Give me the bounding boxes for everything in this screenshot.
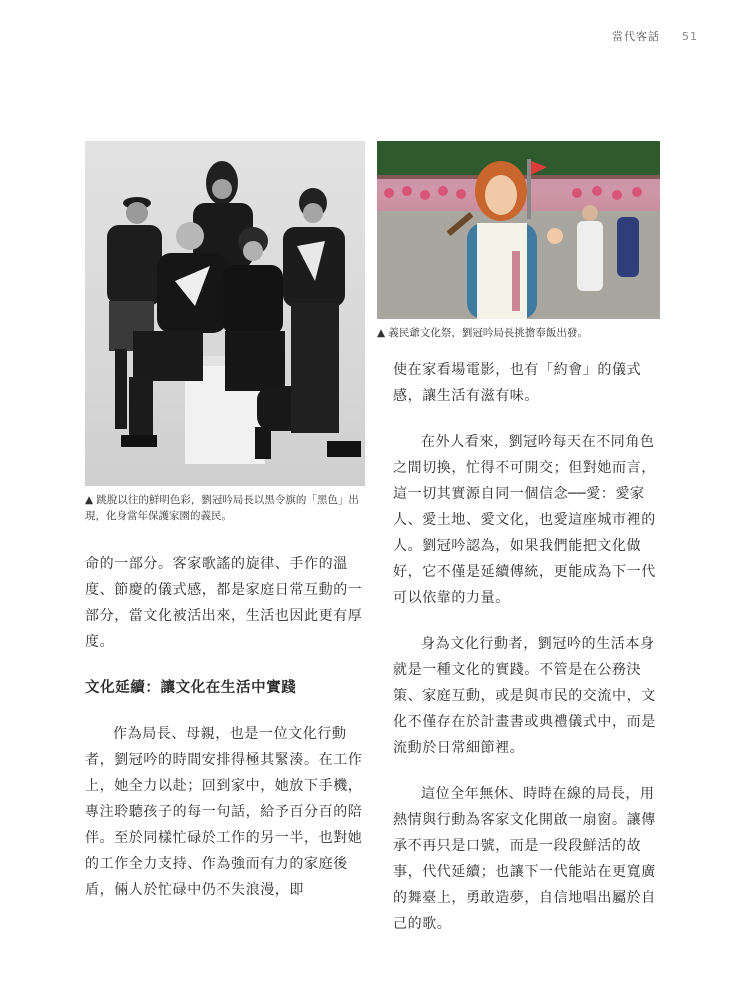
paragraph: 在外人看來，劉冠吟每天在不同角色之間切換，忙得不可開交；但對她而言，這一切其實源自同一個信念──愛：愛家人、愛土地、愛文化，也愛這座城市裡的人。劉冠吟認為，如果我們能把文化做好，它不僅是延續傳統，更能成為下一代可以依靠的力量。 [393, 434, 656, 606]
left-column [85, 551, 368, 903]
page-number: 51 [682, 30, 698, 43]
right-photo-caption: ▲ 義民爺文化祭，劉冠吟局長挑擔奉飯出發。 [377, 327, 588, 339]
festival-photo [377, 141, 660, 319]
paragraph: 身為文化行動者，劉冠吟的生活本身就是一種文化的實踐。不管是在公務決策、家庭互動，或是與市民的交流中，文化不僅存在於計畫書或典禮儀式中，而是流動於日常細節裡。 [393, 636, 656, 756]
paragraph: 作為局長、母親，也是一位文化行動者，劉冠吟的時間安排得極其緊湊。在工作上，她全力以赴；回到家中，她放下手機，專注聆聽孩子的每一句話，給予百分百的陪伴。至於同樣忙碌於工作的另一半，也對她的工作全力支持、作為強而有力的家庭後盾，倆人於忙碌中仍不失浪漫，即 [85, 726, 363, 898]
magazine-title: 當代客話 [612, 30, 660, 43]
paragraph: 使在家看場電影，也有「約會」的儀式感，讓生活有滋有味。 [393, 362, 642, 404]
running-header [612, 28, 698, 44]
paragraph: 命的一部分。客家歌謠的旋律、手作的溫度、節慶的儀式感，都是家庭日常互動的一部分，當文化被活出來，生活也因此更有厚度。 [85, 556, 363, 650]
left-photo-caption: ▲ 跳脫以往的鮮明色彩，劉冠吟局長以黑令旗的「黑色」出現，化身當年保護家園的義民。 [85, 494, 359, 522]
paragraph: 這位全年無休、時時在線的局長，用熱情與行動為客家文化開啟一扇窗。讓傳承不再只是口號，而是一段段鮮活的故事，代代延續；也讓下一代能站在更寬廣的舞臺上，勇敢造夢，自信地唱出屬於自己的歌。 [393, 786, 656, 932]
group-photo [85, 141, 365, 486]
right-column [393, 357, 663, 937]
section-heading: 文化延續：讓文化在生活中實踐 [85, 680, 297, 696]
